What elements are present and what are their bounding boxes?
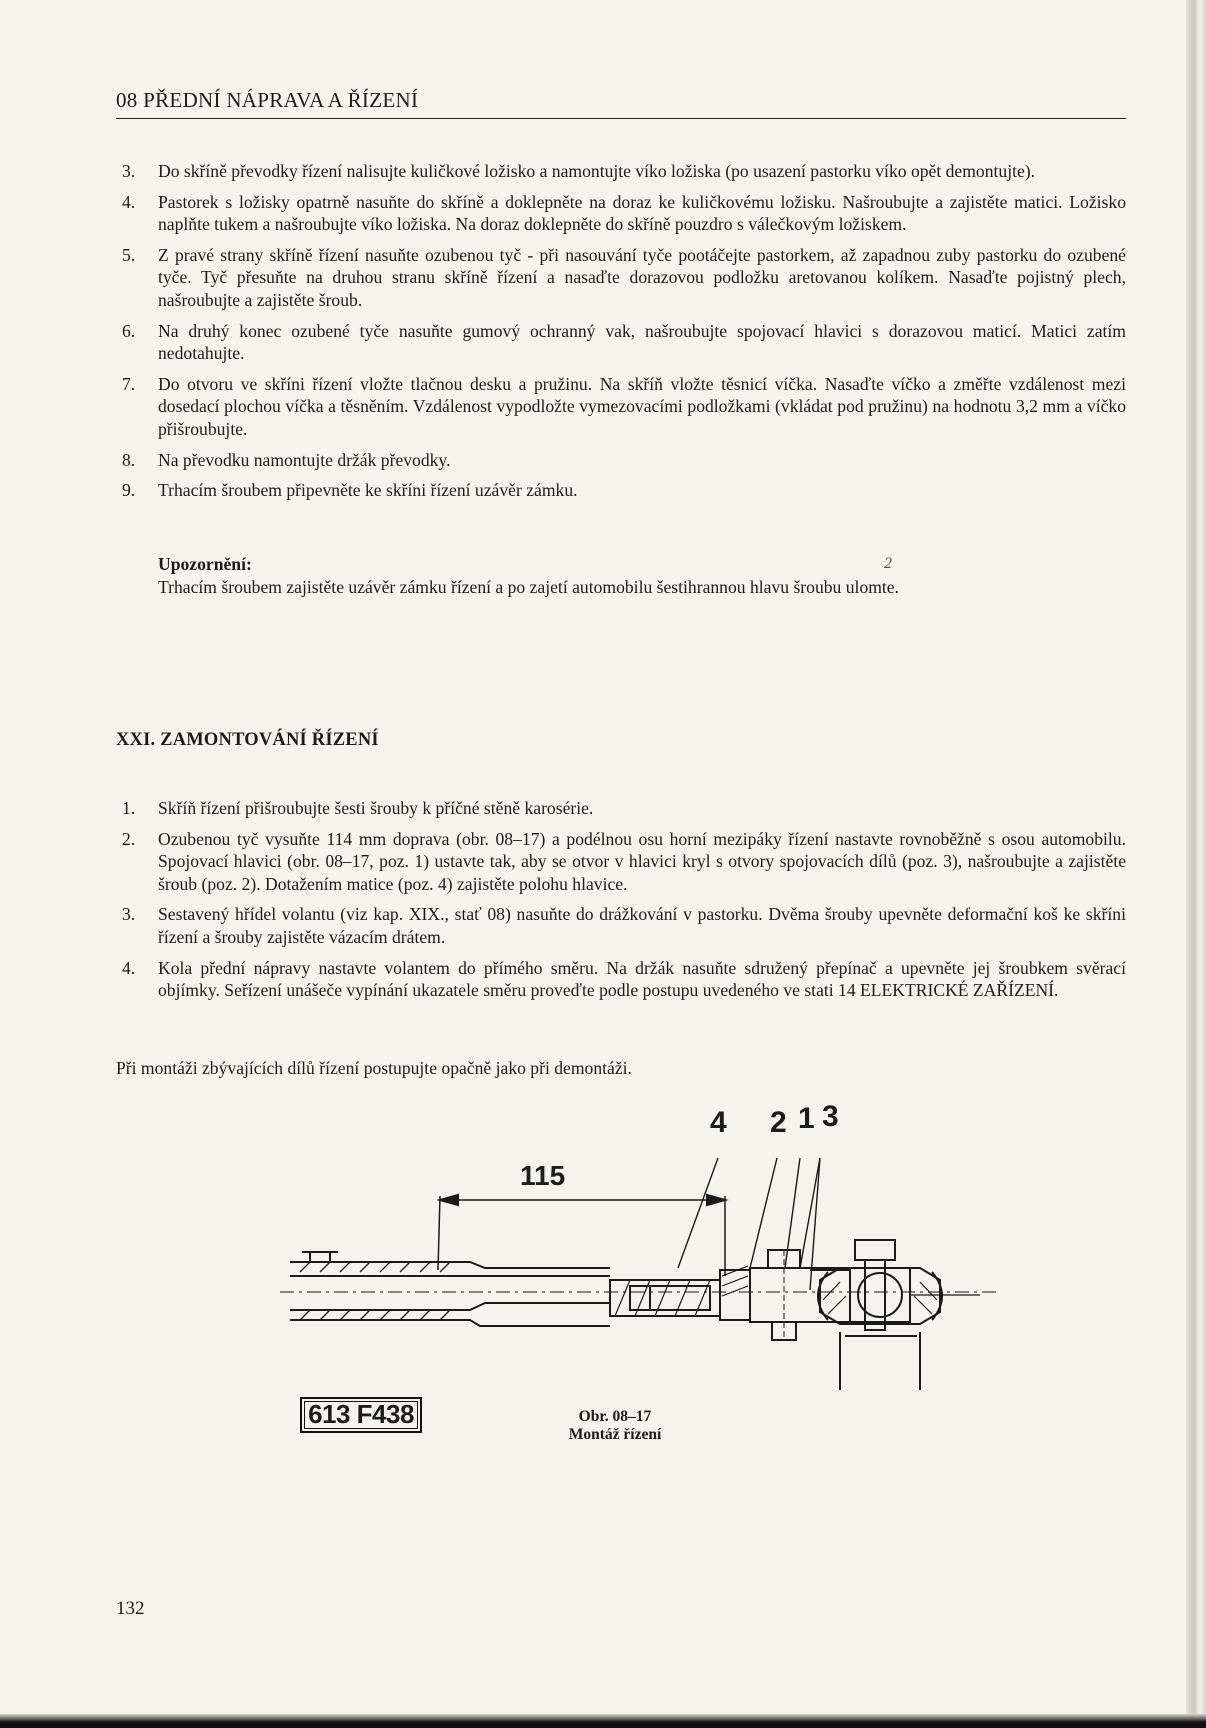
list-item (116, 160, 1126, 183)
list-item-text: Do skříně převodky řízení nalisujte kuličkové ložisko a namontujte víko ložiska (po usazení pastorku víko opět demontujte). (158, 161, 1036, 181)
installation-steps-list (116, 797, 1126, 1010)
list-item-number: 6. (122, 320, 136, 341)
section-title: XXI. ZAMONTOVÁNÍ ŘÍZENÍ (116, 730, 379, 750)
list-item-text: Skříň řízení přišroubujte šesti šrouby k příčné stěně karosérie. (158, 798, 594, 818)
list-item-number: 4. (122, 191, 136, 212)
header-rule (116, 118, 1126, 119)
callout-label: 2 (770, 1106, 787, 1139)
dimension-label: 115 (520, 1160, 566, 1191)
list-item (116, 373, 1126, 441)
list-item-text: Do otvoru ve skříni řízení vložte tlačnou desku a pružinu. Na skříň vložte těsnicí víčka. Nasaďte víčko a změřte vzdálenost mezi dosedací plochou víčka a těsněním. Vzdálenost vypodložte vymezovacími podložkami (vkládat pod pružinu) na hodnotu 3,2 mm a víčko přišroubujte. (158, 373, 1126, 439)
list-item (116, 828, 1126, 896)
assembly-steps-list (116, 160, 1126, 510)
list-item-text: Sestavený hřídel volantu (viz kap. XIX., stať 08) nasuňte do drážkování v pastorku. Dvěma šrouby upevněte deformační koš ke skříni řízení a šrouby zajistěte vázacím drátem. (158, 904, 1126, 947)
page-number: 132 (116, 1598, 145, 1619)
note-text: Trhacím šroubem zajistěte uzávěr zámku řízení a po zajetí automobilu šestihrannou hlavu šroubu ulomte. (158, 576, 900, 597)
list-item-number: 5. (122, 244, 136, 265)
list-item-text: Kola přední nápravy nastavte volantem do přímého směru. Na držák nasuňte sdružený přepínač a upevněte jej šroubkem svěrací objímky. Seřízení unášeče vypínání ukazatele směru proveďte podle postupu uvedeného ve stati 14 ELEKTRICKÉ ZAŘÍZENÍ. (158, 957, 1126, 1001)
list-item-number: 7. (122, 373, 136, 394)
figure-caption-number: Obr. 08–17 (578, 1408, 652, 1425)
list-item-number: 3. (122, 904, 136, 925)
list-item-text: Na druhý konec ozubené tyče nasuňte gumový ochranný vak, našroubujte spojovací hlavici s dorazovou maticí. Matici zatím nedotahujte. (158, 320, 1126, 364)
rack-outline-lower (290, 1320, 610, 1326)
note-title: Upozornění: (158, 554, 252, 574)
figure-caption-title: Montáž řízení (568, 1426, 662, 1443)
figure-code-box: 613 F438 (300, 1397, 422, 1433)
list-item (116, 797, 1126, 820)
warning-note (158, 553, 1126, 598)
list-item (116, 320, 1126, 365)
list-item-text: Pastorek s ložisky opatrně nasuňte do skříně a doklepněte na doraz ke kuličkovému ložisku. Našroubujte a zajistěte matici. Ložisko naplňte tukem a našroubujte víko ložiska. Na doraz doklepněte do skříně pouzdro s válečkovým ložiskem. (158, 191, 1126, 235)
callout-label: 4 (710, 1106, 727, 1139)
list-item-text: Ozubenou tyč vysuňte 114 mm doprava (obr. 08–17) a podélnou osu horní mezipáky řízení nastavte rovnoběžně s osou automobilu. Spojovací hlavici (obr. 08–17, poz. 1) ustavte tak, aby se otvor v hlavici kryl s otvory spojovacích dílů (poz. 3), našroubujte a zajistěte šroub (poz. 2). Dotažením matice (poz. 4) zajistěte polohu hlavice. (158, 828, 1126, 894)
list-item-text: Na převodku namontujte držák převodky. (158, 449, 451, 470)
list-item-number: 2. (122, 828, 136, 849)
page-bottom-edge (0, 1714, 1206, 1728)
callout-label: 3 (822, 1100, 839, 1133)
list-item (116, 957, 1126, 1002)
list-item-text: Trhacím šroubem připevněte ke skříni řízení uzávěr zámku. (158, 480, 578, 501)
list-item (116, 449, 1126, 472)
list-item-number: 3. (122, 161, 136, 181)
handwritten-mark: 2 (884, 555, 892, 572)
figure-caption (520, 1408, 710, 1444)
list-item-text: Z pravé strany skříně řízení nasuňte ozubenou tyč - při nasouvání tyče pootáčejte pastorkem, až zapadnou zuby pastorku do ozubené tyče. Tyč přesuňte na druhou stranu skříně řízení a nasaďte dorazovou podložku aretovanou kolíkem. Nasaďte pojistný plech, našroubujte a zajistěte šroub. (158, 244, 1126, 310)
list-item-number: 1. (122, 798, 136, 818)
list-item (116, 903, 1126, 948)
list-item (116, 191, 1126, 236)
rack-outline-bottom (290, 1303, 610, 1310)
list-item-number: 8. (122, 449, 136, 470)
list-item (116, 244, 1126, 312)
page-edge-shadow (1186, 0, 1206, 1728)
list-item-number: 4. (122, 957, 136, 978)
callout-label: 1 (798, 1102, 815, 1135)
list-item (116, 479, 1126, 502)
list-item-number: 9. (122, 480, 136, 501)
page-header: 08 PŘEDNÍ NÁPRAVA A ŘÍZENÍ (116, 88, 419, 112)
closing-paragraph: Při montáži zbývajících dílů řízení postupujte opačně jako při demontáži. (116, 1058, 632, 1078)
